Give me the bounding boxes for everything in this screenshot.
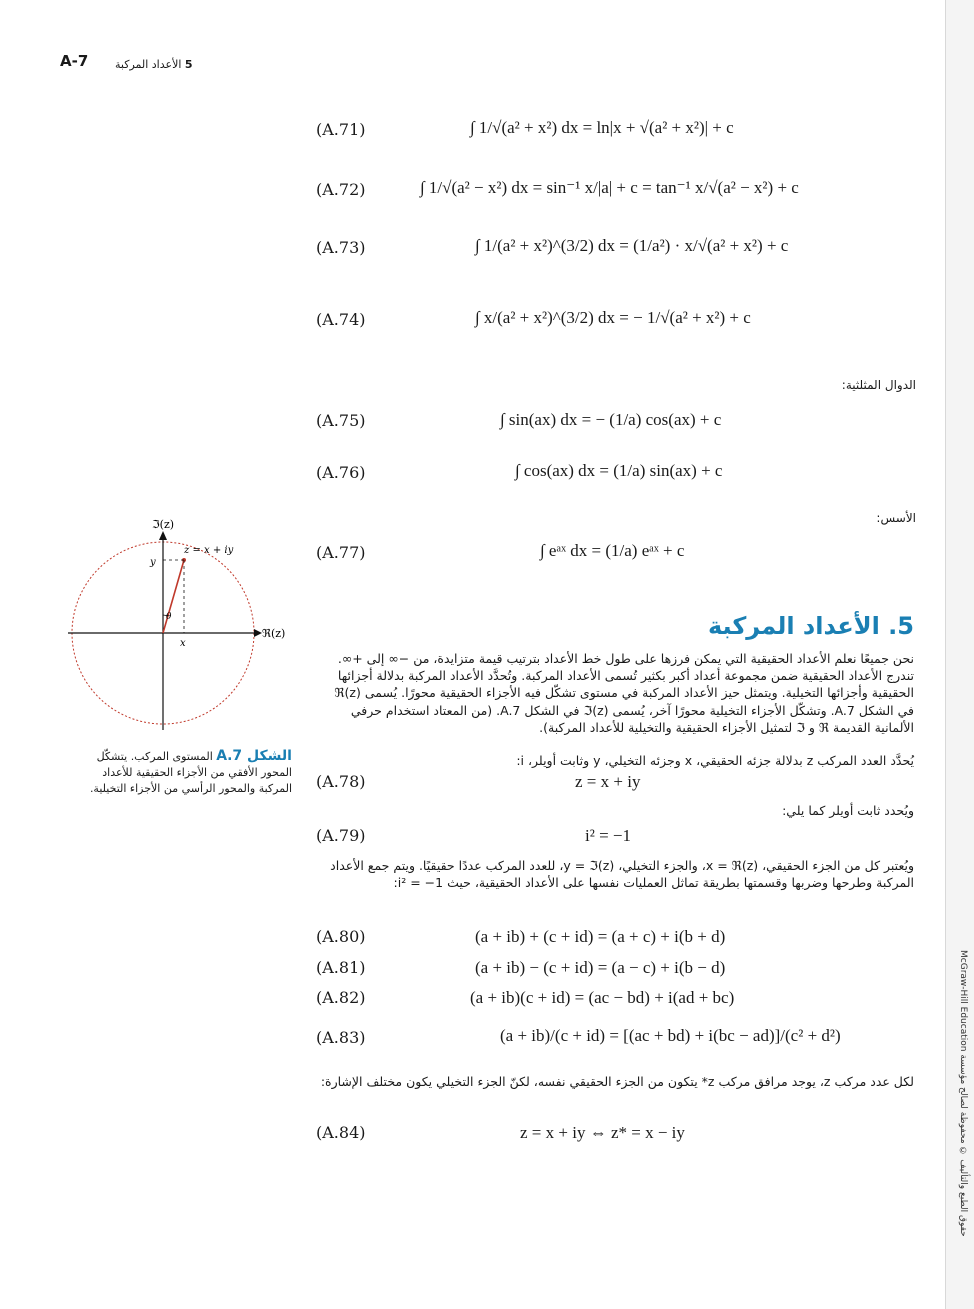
equation-number: (A.75) xyxy=(316,411,366,430)
equation-number: (A.73) xyxy=(316,238,366,257)
publisher-credit xyxy=(958,950,968,1237)
caption-text: المستوى المركب. يتشكّل المحور الأفقي من الأجزاء الحقيقية للأعداد المركبة والمحور الرأسي من الأجزاء التخيلية. xyxy=(89,750,292,795)
equation-number: (A.78) xyxy=(316,772,366,791)
y-tick-label: y xyxy=(150,557,156,568)
equation: (a + ib) + (c + id) = (a + c) + i(b + d) xyxy=(475,927,726,946)
equation-number: (A.72) xyxy=(316,180,366,199)
section-title: 5. الأعداد المركبة xyxy=(708,612,914,640)
vector-z xyxy=(163,560,184,633)
equation-number: (A.84) xyxy=(316,1123,366,1142)
figure-caption xyxy=(82,748,292,797)
imag-axis-arrow xyxy=(159,531,167,540)
real-axis-arrow xyxy=(254,629,262,637)
equation: (a + ib)(c + id) = (ac − bd) + i(ad + bc) xyxy=(470,988,735,1007)
conj-paragraph: لكل عدد مركب z، يوجد مرافق مركب z* يتكون من الجزء الحقيقي نفسه، لكنّ الجزء التخيلي يكون مختلف الإشارة: xyxy=(320,1074,914,1089)
equation: ∫ 1/√(a² − x²) dx = sin⁻¹ x/|a| + c = tan⁻¹ x/√(a² − x²) + c xyxy=(420,178,799,197)
equation-number: (A.71) xyxy=(316,120,366,139)
equation-number: (A.80) xyxy=(316,927,366,946)
intro-paragraph: نحن جميعًا نعلم الأعداد الحقيقية التي يمكن فرزها على طول خط الأعداد بترتيب قيمة متزايدة، من −∞ إلى +∞. تندرج الأعداد الحقيقية ضمن مجموعة أعداد أكبر بكثير تُسمى الأعداد المركبة. وتُحدَّد الأعداد المركبة بدلالة أجزائها الحقيقية وأجزائها التخيلية. ويتمثل حيز الأعداد المركبة في مستوى تشكّل فيه الأجزاء الحقيقية محورًا. يُسمى ℜ(z) في الشكل A.7. وتشكّل الأجزاء التخيلية محورًا آخر، يُسمى ℑ(z) في الشكل A.7. (من المعتاد استخدام حرفي الألمانية القديمة ℜ و ℑ لتمثيل الأجزاء الحقيقية والتخيلية للأعداد المركبة). xyxy=(334,651,914,735)
running-header xyxy=(115,58,193,71)
angle-label: θ xyxy=(166,612,172,622)
point-label: z = x + iy xyxy=(184,545,234,556)
caption-title: الشكل 7.A xyxy=(216,748,292,764)
chapter-title: الأعداد المركبة xyxy=(115,58,182,71)
real-axis-label: ℜ(z) xyxy=(262,627,286,640)
trig-label: الدوال المثلثية: xyxy=(841,378,916,392)
chapter-number: 5 xyxy=(184,58,193,71)
equation: ∫ 1/√(a² + x²) dx = ln|x + √(a² + x²)| + c xyxy=(470,118,734,137)
rights-text: حقوق الطبع والتأليف © محفوظة لصالح مؤسسة xyxy=(958,1054,968,1237)
equation-number: (A.74) xyxy=(316,310,366,329)
exp-label: الأسس: xyxy=(876,511,916,525)
publisher-name: McGraw-Hill Education xyxy=(958,950,968,1052)
equation: i² = −1 xyxy=(585,826,631,845)
imag-axis-label: ℑ(z) xyxy=(152,518,175,531)
euler-paragraph: ويُحدد ثابت أويلر كما يلي: xyxy=(782,803,914,818)
equation-number: (A.81) xyxy=(316,958,366,977)
equation-number: (A.79) xyxy=(316,826,366,845)
x-tick-label: x xyxy=(180,638,186,649)
equation-number: (A.82) xyxy=(316,988,366,1007)
page-label: A-7 xyxy=(60,52,89,70)
equation: (a + ib) − (c + id) = (a − c) + i(b − d) xyxy=(475,958,726,977)
equation-number: (A.77) xyxy=(316,543,366,562)
equation: ∫ 1/(a² + x²)^(3/2) dx = (1/a²) · x/√(a² + x²) + c xyxy=(475,236,789,255)
equation: ∫ sin(ax) dx = − (1/a) cos(ax) + c xyxy=(500,410,722,429)
equation: z = x + iy ⇔ z* = x − iy xyxy=(520,1123,685,1142)
equation: ∫ cos(ax) dx = (1/a) sin(ax) + c xyxy=(515,461,723,480)
real-paragraph: ويُعتبر كل من الجزء الحقيقي، x = ℜ(z)، والجزء التخيلي، y = ℑ(z)، للعدد المركب عددًا حقيقيًا. ويتم جمع الأعداد المركبة وطرحها وضربها وقسمتها بطريقة تماثل العمليات نفسها على الأعداد الحقيقية، حيث i² = −1: xyxy=(330,858,914,891)
equation: (a + ib)/(c + id) = [(ac + bd) + i(bc − ad)]/(c² + d²) xyxy=(500,1026,841,1045)
equation: z = x + iy xyxy=(575,772,641,791)
equation-number: (A.83) xyxy=(316,1028,366,1047)
equation-number: (A.76) xyxy=(316,463,366,482)
define-paragraph: يُحدَّد العدد المركب z بدلالة جزئه الحقيقي، x وجزئه التخيلي، y وثابت أويلر، i: xyxy=(516,753,914,768)
equation: ∫ eᵃˣ dx = (1/a) eᵃˣ + c xyxy=(540,541,685,560)
complex-plane-figure xyxy=(62,515,294,740)
equation: ∫ x/(a² + x²)^(3/2) dx = − 1/√(a² + x²) + c xyxy=(475,308,751,327)
